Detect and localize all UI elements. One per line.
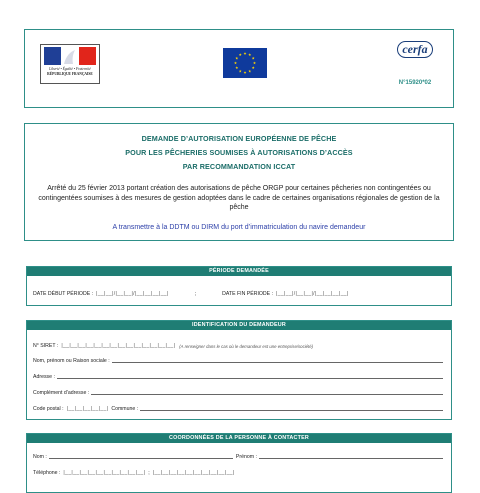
code-postal-label: Code postal : — [33, 406, 64, 412]
form-title-line-2: POUR LES PÊCHERIES SOUMISES À AUTORISATIONS D’ACCÈS — [125, 148, 353, 157]
adresse-row — [33, 372, 443, 380]
adresse-field[interactable] — [57, 378, 443, 379]
periode-row — [33, 289, 443, 297]
date-debut-label: DATE DÉBUT PÉRIODE : — [33, 291, 94, 297]
section-header-demandeur: IDENTIFICATION DU DEMANDEUR — [27, 321, 451, 330]
nom-raison-sociale-label: Nom, prénom ou Raison sociale : — [33, 358, 110, 364]
telephone-2-field[interactable]: |__|__|__|__|__|__|__|__|__|__| — [152, 470, 235, 476]
form-title-line-1: DEMANDE D’AUTORISATION EUROPÉENNE DE PÊCHE — [141, 134, 337, 143]
code-postal-field[interactable]: |__|__|__|__|__| — [66, 406, 109, 412]
nom-raison-sociale-field[interactable] — [112, 362, 443, 363]
contact-prenom-label: Prénom : — [235, 454, 257, 460]
siret-row — [33, 341, 443, 349]
form-header — [24, 29, 454, 108]
cp-commune-row — [33, 404, 443, 412]
telephone-field[interactable]: |__|__|__|__|__|__|__|__|__|__| — [63, 470, 146, 476]
section-contact — [26, 433, 452, 493]
commune-field[interactable] — [140, 410, 443, 411]
rf-name: RÉPUBLIQUE FRANÇAISE — [47, 71, 93, 76]
arrete-reference: Arrêté du 25 février 2013 portant création des autorisations de pêche ORGP pour certaines pêcheries non contingentées ou contingentées soumises à des mesures de gestion adoptées dans le cadre de certaines organisations régionales de gestion de la pêche — [38, 185, 440, 211]
contact-tel-row — [33, 468, 443, 476]
french-flag-icon — [44, 47, 96, 65]
complement-adresse-label: Complément d’adresse : — [33, 390, 90, 396]
section-header-periode: PÉRIODE DEMANDÉE — [27, 267, 451, 276]
form-title-line-3: PAR RECOMMANDATION ICCAT — [182, 162, 296, 171]
cerfa-logo: cerfa — [397, 41, 433, 58]
marianne-logo — [40, 44, 100, 84]
contact-nom-field[interactable] — [49, 458, 233, 459]
section-demandeur — [26, 320, 452, 420]
contact-nom-label: Nom : — [33, 454, 47, 460]
complement-adresse-field[interactable] — [91, 394, 443, 395]
eu-flag-icon — [223, 48, 267, 78]
nom-row — [33, 356, 443, 364]
rf-motto: Liberté • Égalité • Fraternité — [49, 67, 91, 71]
telephone-separator: ; — [148, 470, 150, 476]
transmit-instruction: A transmettre à la DDTM ou DIRM du port d’immatriculation du navire demandeur — [112, 224, 366, 231]
section-periode — [26, 266, 452, 306]
telephone-label: Téléphone : — [33, 470, 61, 476]
contact-prenom-field[interactable] — [259, 458, 443, 459]
siret-label: N° SIRET : — [33, 343, 59, 349]
form-title-box — [24, 123, 454, 241]
commune-label: Commune : — [111, 406, 139, 412]
date-fin-field[interactable]: |__|__|/|__|__|/|__|__|__|__| — [276, 291, 349, 297]
contact-name-row — [33, 452, 443, 460]
siret-note: (A renseigner dans le cas où le demandeur est une entreprise/société) — [179, 344, 314, 349]
siret-field[interactable]: |__|__|__|__|__|__|__|__|__|__|__|__|__|__| — [61, 343, 176, 349]
date-fin-label: DATE FIN PÉRIODE : — [222, 291, 274, 297]
periode-separator: ; — [194, 291, 197, 297]
cerfa-number: N°15920*02 — [398, 80, 432, 86]
section-header-contact: COORDONNÉES DE LA PERSONNE À CONTACTER — [27, 434, 451, 443]
date-debut-field[interactable]: |__|__|/|__|__|/|__|__|__|__| — [96, 291, 169, 297]
complement-row — [33, 388, 443, 396]
adresse-label: Adresse : — [33, 374, 55, 380]
